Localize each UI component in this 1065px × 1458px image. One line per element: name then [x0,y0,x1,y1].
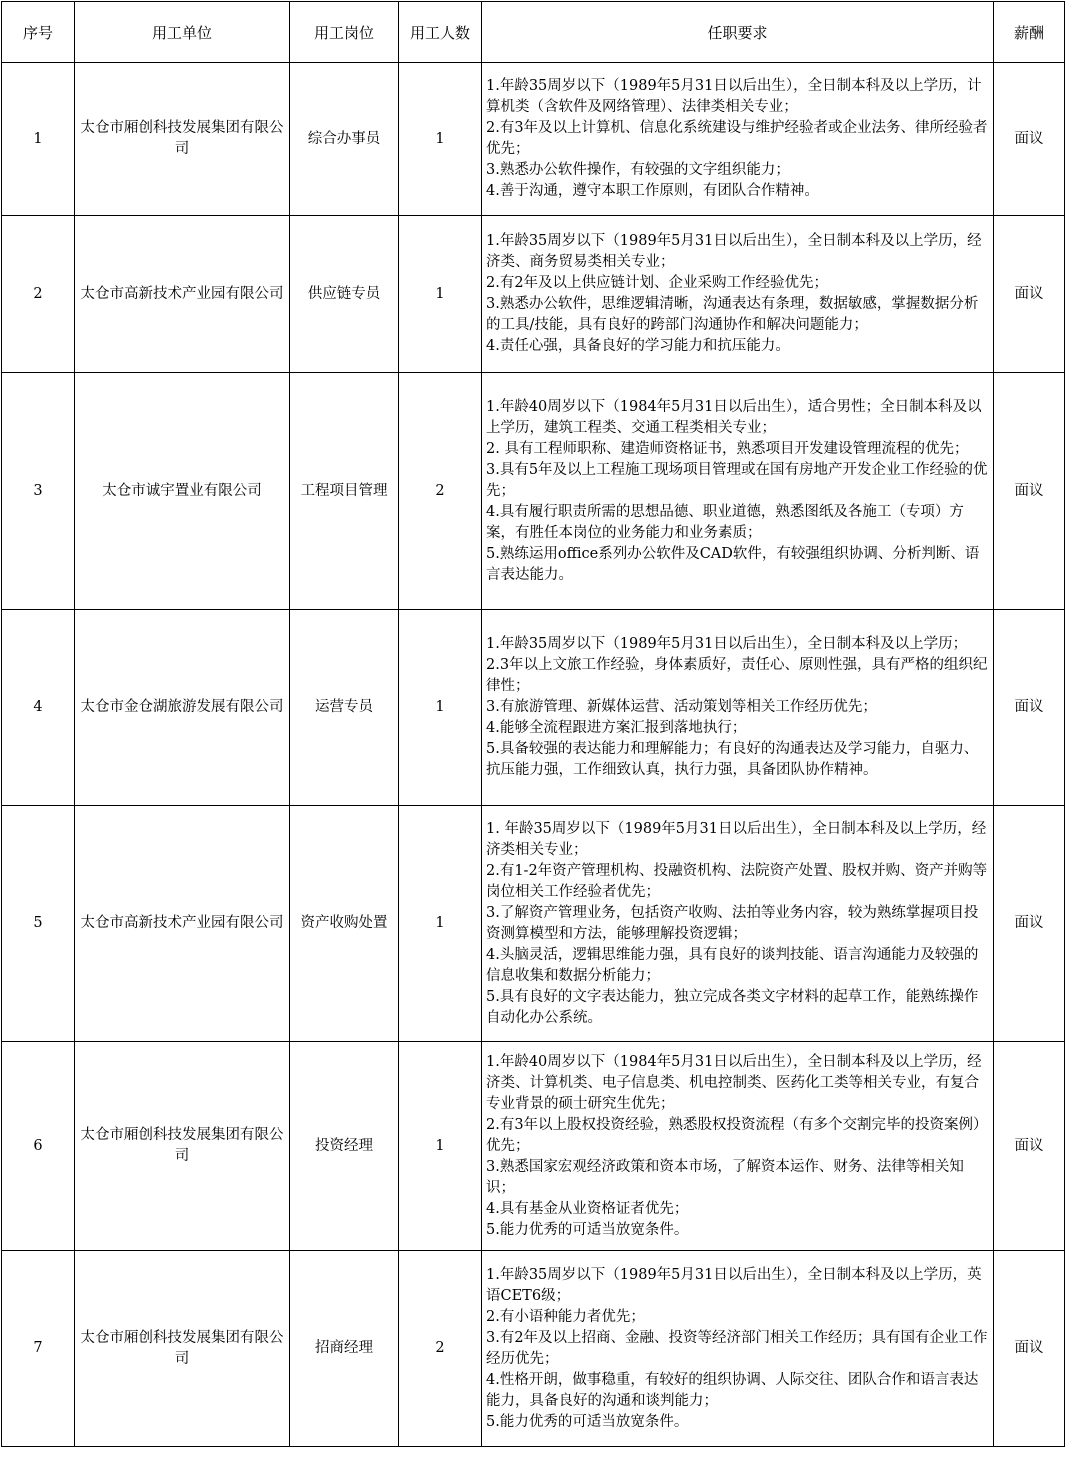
row-requirements [482,610,994,806]
requirement-item: 2. 具有工程师职称、建造师资格证书，熟悉项目开发建设管理流程的优先； [486,440,969,457]
table-row [2,216,1065,373]
requirement-item: 2.有3年以上股权投资经验，熟悉股权投资流程（有多个交割完毕的投资案例）优先； [486,1116,988,1154]
requirement-item: 4.责任心强，具备良好的学习能力和抗压能力。 [486,338,790,354]
row-count: 1 [399,63,482,216]
requirement-item: 5.熟练运用office系列办公软件及CAD软件，有较强组织协调、分析判断、语言表达能力。 [486,545,980,583]
row-count: 1 [399,216,482,373]
row-unit: 太仓市高新技术产业园有限公司 [75,216,290,373]
requirement-item: 1.年龄40周岁以下（1984年5月31日以后出生），适合男性；全日制本科及以上学历，建筑工程类、交通工程类相关专业； [486,398,982,436]
row-no: 6 [2,1042,75,1251]
requirement-item: 5.具有良好的文字表达能力，独立完成各类文字材料的起草工作，能熟练操作自动化办公系统。 [486,988,979,1026]
requirement-item: 1.年龄40周岁以下（1984年5月31日以后出生），全日制本科及以上学历，经济类、计算机类、电子信息类、机电控制类、医药化工类等相关专业，有复合专业背景的硕士研究生优先； [486,1053,982,1112]
requirement-item: 1.年龄35周岁以下（1989年5月31日以后出生），全日制本科及以上学历； [486,636,968,652]
requirement-item: 4.性格开朗，做事稳重，有较好的组织协调、人际交往、团队合作和语言表达能力，具备良好的沟通和谈判能力； [486,1371,979,1409]
row-salary: 面议 [994,1251,1065,1447]
requirement-item: 3.具有5年及以上工程施工现场项目管理或在国有房地产开发企业工作经验的优先； [486,461,988,499]
row-requirements [482,373,994,610]
requirement-item: 4.善于沟通，遵守本职工作原则，有团队合作精神。 [486,183,819,199]
requirement-item: 3.有2年及以上招商、金融、投资等经济部门相关工作经历；具有国有企业工作经历优先； [486,1329,988,1367]
row-salary: 面议 [994,1042,1065,1251]
header-no: 序号 [2,2,75,63]
requirement-item: 2.有1-2年资产管理机构、投融资机构、法院资产处置、股权并购、资产并购等岗位相关工作经验者优先； [486,862,988,900]
header-salary: 薪酬 [994,2,1065,63]
requirement-item: 3.了解资产管理业务，包括资产收购、法拍等业务内容，较为熟练掌握项目投资测算模型和方法，能够理解投资逻辑； [486,904,979,942]
row-count: 1 [399,1042,482,1251]
row-post: 工程项目管理 [290,373,399,610]
row-count: 2 [399,1251,482,1447]
row-no: 5 [2,806,75,1042]
row-count: 1 [399,610,482,806]
requirement-item: 2.有2年及以上供应链计划、企业采购工作经验优先； [486,275,829,291]
job-table [1,1,1065,1447]
requirement-item: 5.能力优秀的可适当放宽条件。 [486,1221,689,1238]
row-no: 3 [2,373,75,610]
row-salary: 面议 [994,806,1065,1042]
header-unit: 用工单位 [75,2,290,63]
header-post: 用工岗位 [290,2,399,63]
row-post: 资产收购处置 [290,806,399,1042]
requirement-item: 1.年龄35周岁以下（1989年5月31日以后出生），全日制本科及以上学历，英语CET6级； [486,1266,982,1304]
row-post: 运营专员 [290,610,399,806]
row-post: 供应链专员 [290,216,399,373]
requirement-item: 2.有小语种能力者优先； [486,1308,645,1325]
requirement-item: 1.年龄35周岁以下（1989年5月31日以后出生），全日制本科及以上学历，经济类、商务贸易类相关专业； [486,233,982,270]
row-unit: 太仓市诚宇置业有限公司 [75,373,290,610]
table-row [2,610,1065,806]
table-row [2,806,1065,1042]
row-requirements [482,63,994,216]
row-unit: 太仓市厢创科技发展集团有限公司 [75,1251,290,1447]
requirement-item: 3.熟悉办公软件操作，有较强的文字组织能力； [486,162,790,178]
requirement-item: 3.熟悉国家宏观经济政策和资本市场，了解资本运作、财务、法律等相关知识； [486,1158,964,1196]
row-requirements [482,1042,994,1251]
requirement-item: 2.3年以上文旅工作经验，身体素质好，责任心、原则性强，具有严格的组织纪律性； [486,657,988,694]
requirement-item: 4.能够全流程跟进方案汇报到落地执行； [486,720,747,736]
row-requirements [482,806,994,1042]
requirement-item: 2.有3年及以上计算机、信息化系统建设与维护经验者或企业法务、律所经验者优先； [486,120,988,157]
table-row [2,1251,1065,1447]
table-row [2,373,1065,610]
requirement-item: 5.具备较强的表达能力和理解能力；有良好的沟通表达及学习能力，自驱力、抗压能力强，工作细致认真，执行力强，具备团队协作精神。 [486,741,979,778]
table-row [2,1042,1065,1251]
row-no: 2 [2,216,75,373]
row-unit: 太仓市金仓湖旅游发展有限公司 [75,610,290,806]
row-no: 4 [2,610,75,806]
row-salary: 面议 [994,216,1065,373]
row-post: 综合办事员 [290,63,399,216]
row-post: 投资经理 [290,1042,399,1251]
requirement-item: 1.年龄35周岁以下（1989年5月31日以后出生），全日制本科及以上学历，计算机类（含软件及网络管理）、法律类相关专业； [486,78,982,115]
row-count: 1 [399,806,482,1042]
row-count: 2 [399,373,482,610]
header-count: 用工人数 [399,2,482,63]
requirement-item: 1. 年龄35周岁以下（1989年5月31日以后出生），全日制本科及以上学历，经济类相关专业； [486,820,987,858]
row-unit: 太仓市厢创科技发展集团有限公司 [75,63,290,216]
requirement-item: 3.熟悉办公软件，思维逻辑清晰，沟通表达有条理，数据敏感，掌握数据分析的工具/技能，具有良好的跨部门沟通协作和解决问题能力； [486,296,979,333]
row-salary: 面议 [994,373,1065,610]
row-salary: 面议 [994,610,1065,806]
row-no: 7 [2,1251,75,1447]
row-requirements [482,216,994,373]
requirement-item: 5.能力优秀的可适当放宽条件。 [486,1413,689,1430]
row-unit: 太仓市高新技术产业园有限公司 [75,806,290,1042]
row-post: 招商经理 [290,1251,399,1447]
row-unit: 太仓市厢创科技发展集团有限公司 [75,1042,290,1251]
row-requirements [482,1251,994,1447]
header-row [2,2,1065,63]
header-requirements: 任职要求 [482,2,994,63]
row-no: 1 [2,63,75,216]
requirement-item: 4.具有基金从业资格证者优先； [486,1200,689,1217]
row-salary: 面议 [994,63,1065,216]
requirement-item: 4.具有履行职责所需的思想品德、职业道德，熟悉图纸及各施工（专项）方案，有胜任本岗位的业务能力和业务素质； [486,503,964,541]
requirement-item: 4.头脑灵活，逻辑思维能力强，具有良好的谈判技能、语言沟通能力及较强的信息收集和数据分析能力； [486,946,979,984]
table-row [2,63,1065,216]
requirement-item: 3.有旅游管理、新媒体运营、活动策划等相关工作经历优先； [486,699,877,715]
